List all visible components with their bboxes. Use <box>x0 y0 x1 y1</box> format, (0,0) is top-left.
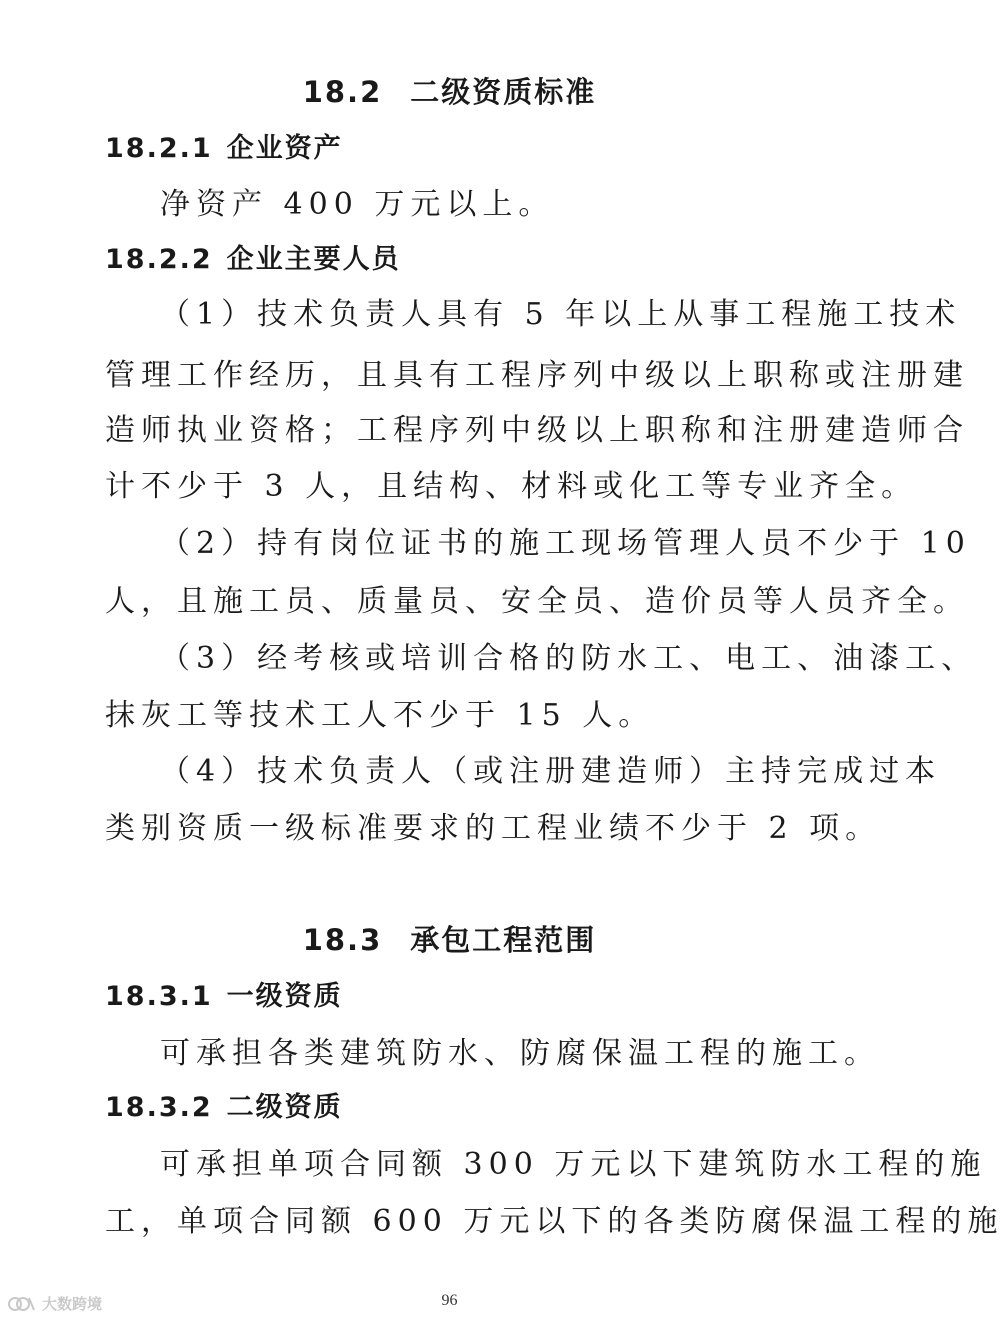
subheading-18-2-2 <box>105 246 401 273</box>
subheading-title: 企业资产 <box>226 133 343 164</box>
section-heading-18-3 <box>0 923 899 957</box>
paragraph-line: 可承担各类建筑防水、防腐保温工程的施工。 <box>160 1036 880 1071</box>
paragraph-line: （2）持有岗位证书的施工现场管理人员不少于 10 <box>160 526 971 561</box>
paragraph-line: 类别资质一级标准要求的工程业绩不少于 2 项。 <box>105 811 882 846</box>
page-number: 96 <box>441 1292 458 1309</box>
subheading-title: 一级资质 <box>226 981 343 1012</box>
subheading-number: 18.2.1 <box>105 133 213 164</box>
paragraph-line: 人，且施工员、质量员、安全员、造价员等人员齐全。 <box>105 584 969 619</box>
brand-logo-icon <box>8 1294 36 1314</box>
paragraph-line: 造师执业资格；工程序列中级以上职称和注册建造师合 <box>105 413 969 448</box>
paragraph-line: 工，单项合同额 600 万元以下的各类防腐保温工程的施 <box>105 1204 1003 1239</box>
subheading-title: 企业主要人员 <box>226 244 401 275</box>
paragraph-line: （3）经考核或培训合格的防水工、电工、油漆工、 <box>160 641 978 676</box>
watermark <box>8 1293 102 1314</box>
section-number: 18.2 <box>302 75 383 109</box>
section-heading-18-2 <box>0 75 899 109</box>
subheading-number: 18.3.2 <box>105 1092 213 1123</box>
paragraph-line: 净资产 400 万元以上。 <box>160 187 555 222</box>
paragraph-line: 计不少于 3 人，且结构、材料或化工等专业齐全。 <box>105 469 918 504</box>
section-title: 二级资质标准 <box>410 75 597 109</box>
paragraph-line: 抹灰工等技术工人不少于 15 人。 <box>105 698 655 733</box>
paragraph-line: 可承担单项合同额 300 万元以下建筑防水工程的施 <box>160 1147 987 1182</box>
paragraph-line: （1）技术负责人具有 5 年以上从事工程施工技术 <box>160 297 962 332</box>
subheading-title: 二级资质 <box>226 1092 343 1123</box>
paragraph-line: 管理工作经历，且具有工程序列中级以上职称或注册建 <box>105 358 969 393</box>
subheading-18-3-1 <box>105 983 343 1010</box>
subheading-18-3-2 <box>105 1094 343 1121</box>
subheading-number: 18.2.2 <box>105 244 213 275</box>
paragraph-line: （4）技术负责人（或注册建造师）主持完成过本 <box>160 754 942 789</box>
section-number: 18.3 <box>302 923 383 957</box>
subheading-18-2-1 <box>105 135 343 162</box>
subheading-number: 18.3.1 <box>105 981 213 1012</box>
watermark-text: 大数跨境 <box>42 1295 103 1313</box>
section-title: 承包工程范围 <box>410 923 597 957</box>
